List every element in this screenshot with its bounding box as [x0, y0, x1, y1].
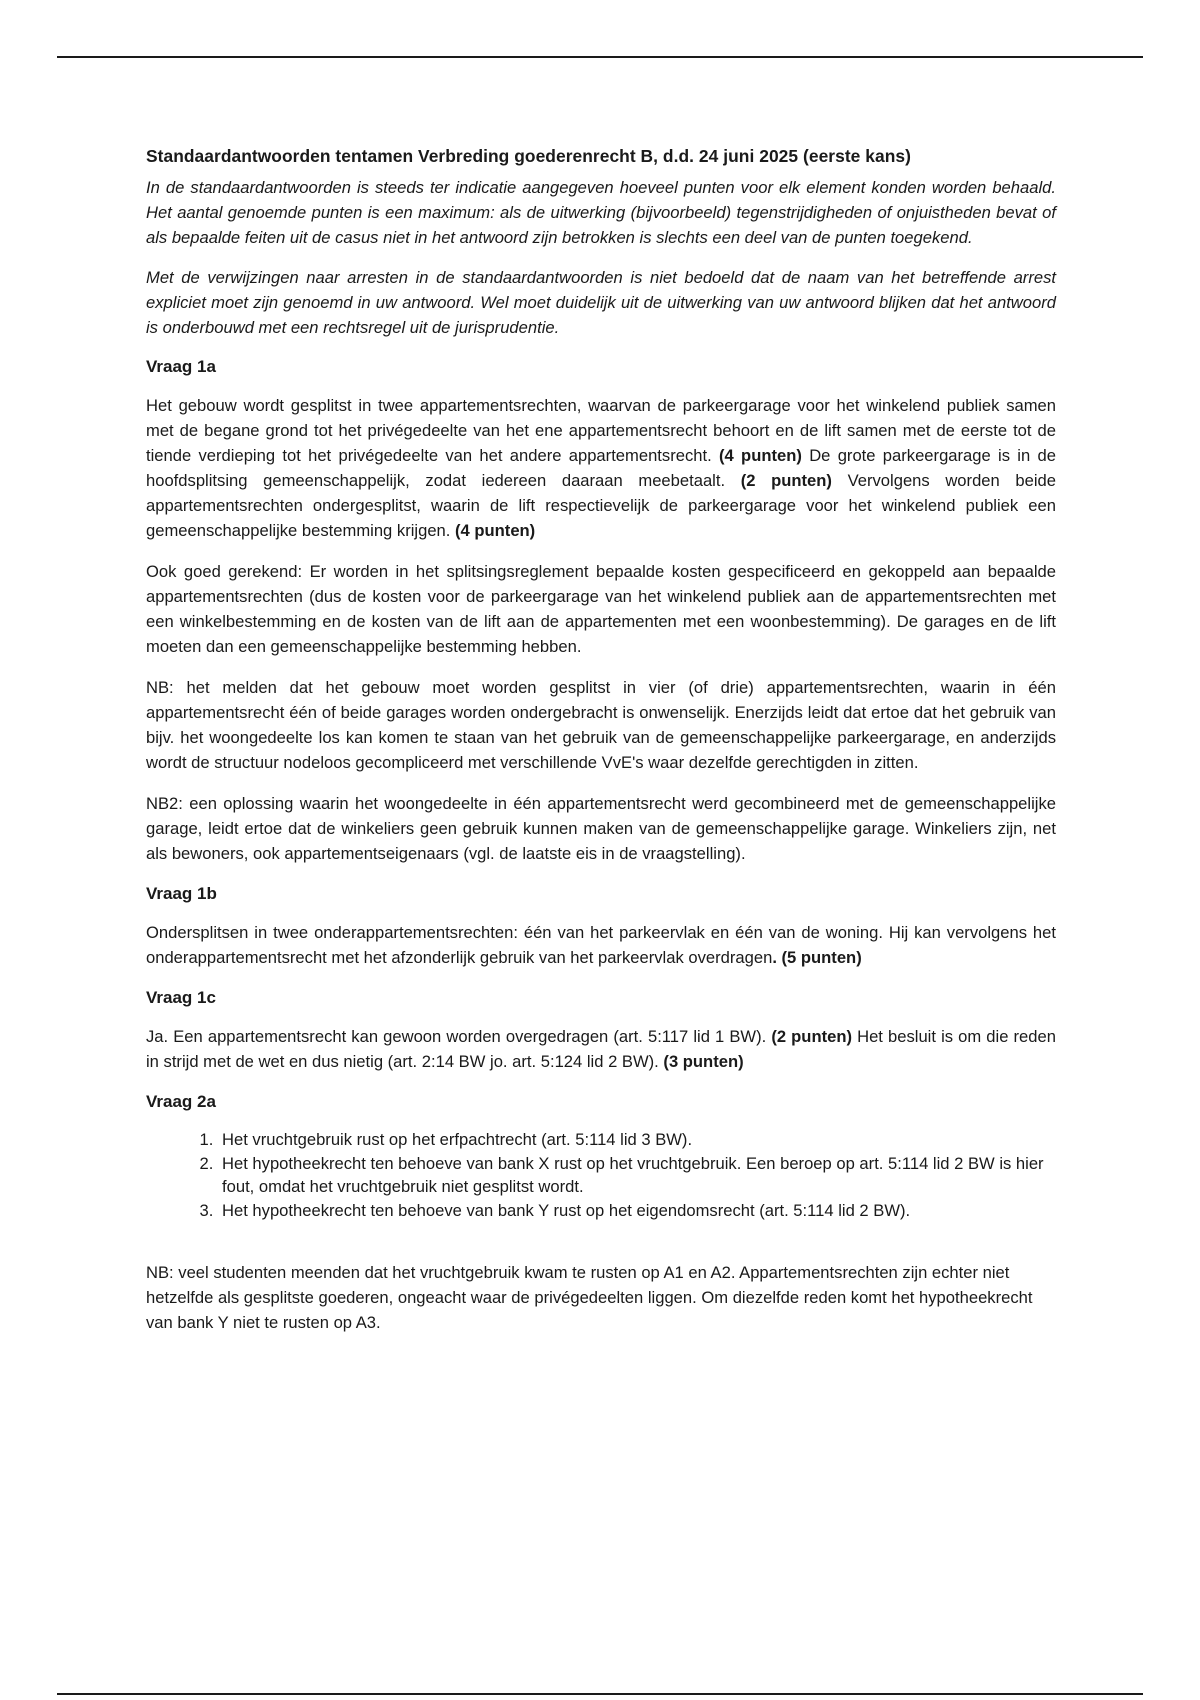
points-label: (2 punten): [771, 1027, 852, 1046]
list-item: 2. Het hypotheekrecht ten behoeve van bank X rust op het vruchtgebruik. Een beroep op art. 5:114 lid 2 BW is hier fout, omdat het vruchtgebruik niet gesplitst wordt.: [218, 1152, 1056, 1199]
points-label: . (5 punten): [772, 948, 862, 967]
document-page: [146, 143, 1056, 1351]
points-label: (3 punten): [663, 1052, 744, 1071]
text-segment: Vervolgens worden beide appartementsrechten ondergesplitst, waarin de lift respectievelijk de parkeergarage voor het winkelend publiek een gemeenschappelijke bestemming krijgen.: [146, 471, 1056, 540]
text-segment: Het besluit is om die reden in strijd met de wet en dus nietig (art. 2:14 BW jo. art. 5:124 lid 2 BW).: [146, 1027, 1056, 1071]
text-segment: De grote parkeergarage is in de hoofdsplitsing gemeenschappelijk, zodat iedereen daaraan meebetaalt.: [146, 446, 1056, 490]
heading-vraag-1a: Vraag 1a: [146, 357, 216, 376]
text-segment: Ja. Een appartementsrecht kan gewoon worden overgedragen (art. 5:117 lid 1 BW).: [146, 1027, 767, 1046]
points-label: (4 punten): [455, 521, 536, 540]
points-label: (4 punten): [719, 446, 802, 465]
answer-2a-list: [146, 1128, 1056, 1222]
heading-vraag-2a: Vraag 2a: [146, 1092, 216, 1111]
list-item: 3. Het hypotheekrecht ten behoeve van bank Y rust op het eigendomsrecht (art. 5:114 lid 2 BW).: [218, 1199, 1056, 1223]
heading-vraag-1c: Vraag 1c: [146, 988, 216, 1007]
answer-1c: [146, 1024, 1056, 1074]
intro-paragraph-arrests: Met de verwijzingen naar arresten in de standaardantwoorden is niet bedoeld dat de naam van het betreffende arrest expliciet moet zijn genoemd in uw antwoord. Wel moet duidelijk uit de uitwerking van uw antwoord blijken dat het antwoord is onderbouwd met een rechtsregel uit de jurisprudentie.: [146, 268, 1056, 337]
text-segment: Ondersplitsen in twee onderappartementsrechten: één van het parkeervlak en één van de woning. Hij kan vervolgens het onderappartementsrecht met het afzonderlijk gebruik van het parkeervlak overdragen: [146, 923, 1056, 967]
points-label: (2 punten): [740, 471, 832, 490]
header-rule: [57, 56, 1143, 58]
text-segment: Het gebouw wordt gesplitst in twee appartementsrechten, waarvan de parkeergarage voor het winkelend publiek samen met de begane grond tot het privégedeelte van het ene appartementsrecht behoort en de lift samen met de eerste tot de tiende verdieping tot het privégedeelte van het andere appartementsrecht.: [146, 396, 1056, 465]
answer-2a-nb: NB: veel studenten meenden dat het vruchtgebruik kwam te rusten op A1 en A2. Appartementsrechten zijn echter niet hetzelfde als gesplitste goederen, ongeacht waar de privégedeelten liggen. Om diezelfde reden komt het hypotheekrecht van bank Y niet te rusten op A3.: [146, 1263, 1033, 1332]
answer-1a-nb2: NB2: een oplossing waarin het woongedeelte in één appartementsrecht werd gecombineerd met de gemeenschappelijke garage, leidt ertoe dat de winkeliers geen gebruik kunnen maken van de gemeenschappelijke garage. Winkeliers zijn, net als bewoners, ook appartementseigenaars (vgl. de laatste eis in de vraagstelling).: [146, 794, 1056, 863]
footer-rule: [57, 1693, 1143, 1695]
list-item: 1. Het vruchtgebruik rust op het erfpachtrecht (art. 5:114 lid 3 BW).: [218, 1128, 1056, 1152]
document-title: Standaardantwoorden tentamen Verbreding goederenrecht B, d.d. 24 juni 2025 (eerste kans): [146, 146, 911, 166]
answer-1b: [146, 920, 1056, 970]
heading-vraag-1b: Vraag 1b: [146, 884, 217, 903]
answer-1a-main: [146, 393, 1056, 543]
intro-paragraph-points: In de standaardantwoorden is steeds ter indicatie aangegeven hoeveel punten voor elk element konden worden behaald. Het aantal genoemde punten is een maximum: als de uitwerking (bijvoorbeeld) tegenstrijdigheden of onjuistheden bevat of als bepaalde feiten uit de casus niet in het antwoord zijn betrokken is slechts een deel van de punten toegekend.: [146, 178, 1056, 247]
answer-1a-alternative: Ook goed gerekend: Er worden in het splitsingsreglement bepaalde kosten gespecificeerd en gekoppeld aan bepaalde appartementsrechten (dus de kosten voor de parkeergarage van het winkelend publiek aan de appartementsrechten met een winkelbestemming en de kosten van de lift aan de appartementen met een woonbestemming). De garages en de lift moeten dan een gemeenschappelijke bestemming hebben.: [146, 562, 1056, 656]
answer-1a-nb: NB: het melden dat het gebouw moet worden gesplitst in vier (of drie) appartementsrechten, waarin in één appartementsrecht één of beide garages worden ondergebracht is onwenselijk. Enerzijds leidt dat ertoe dat het gebruik van bijv. het woongedeelte los kan komen te staan van het gebruik van de gemeenschappelijke parkeergarage, en anderzijds wordt de structuur nodeloos gecompliceerd met verschillende VvE's waar dezelfde gerechtigden in zitten.: [146, 678, 1056, 772]
